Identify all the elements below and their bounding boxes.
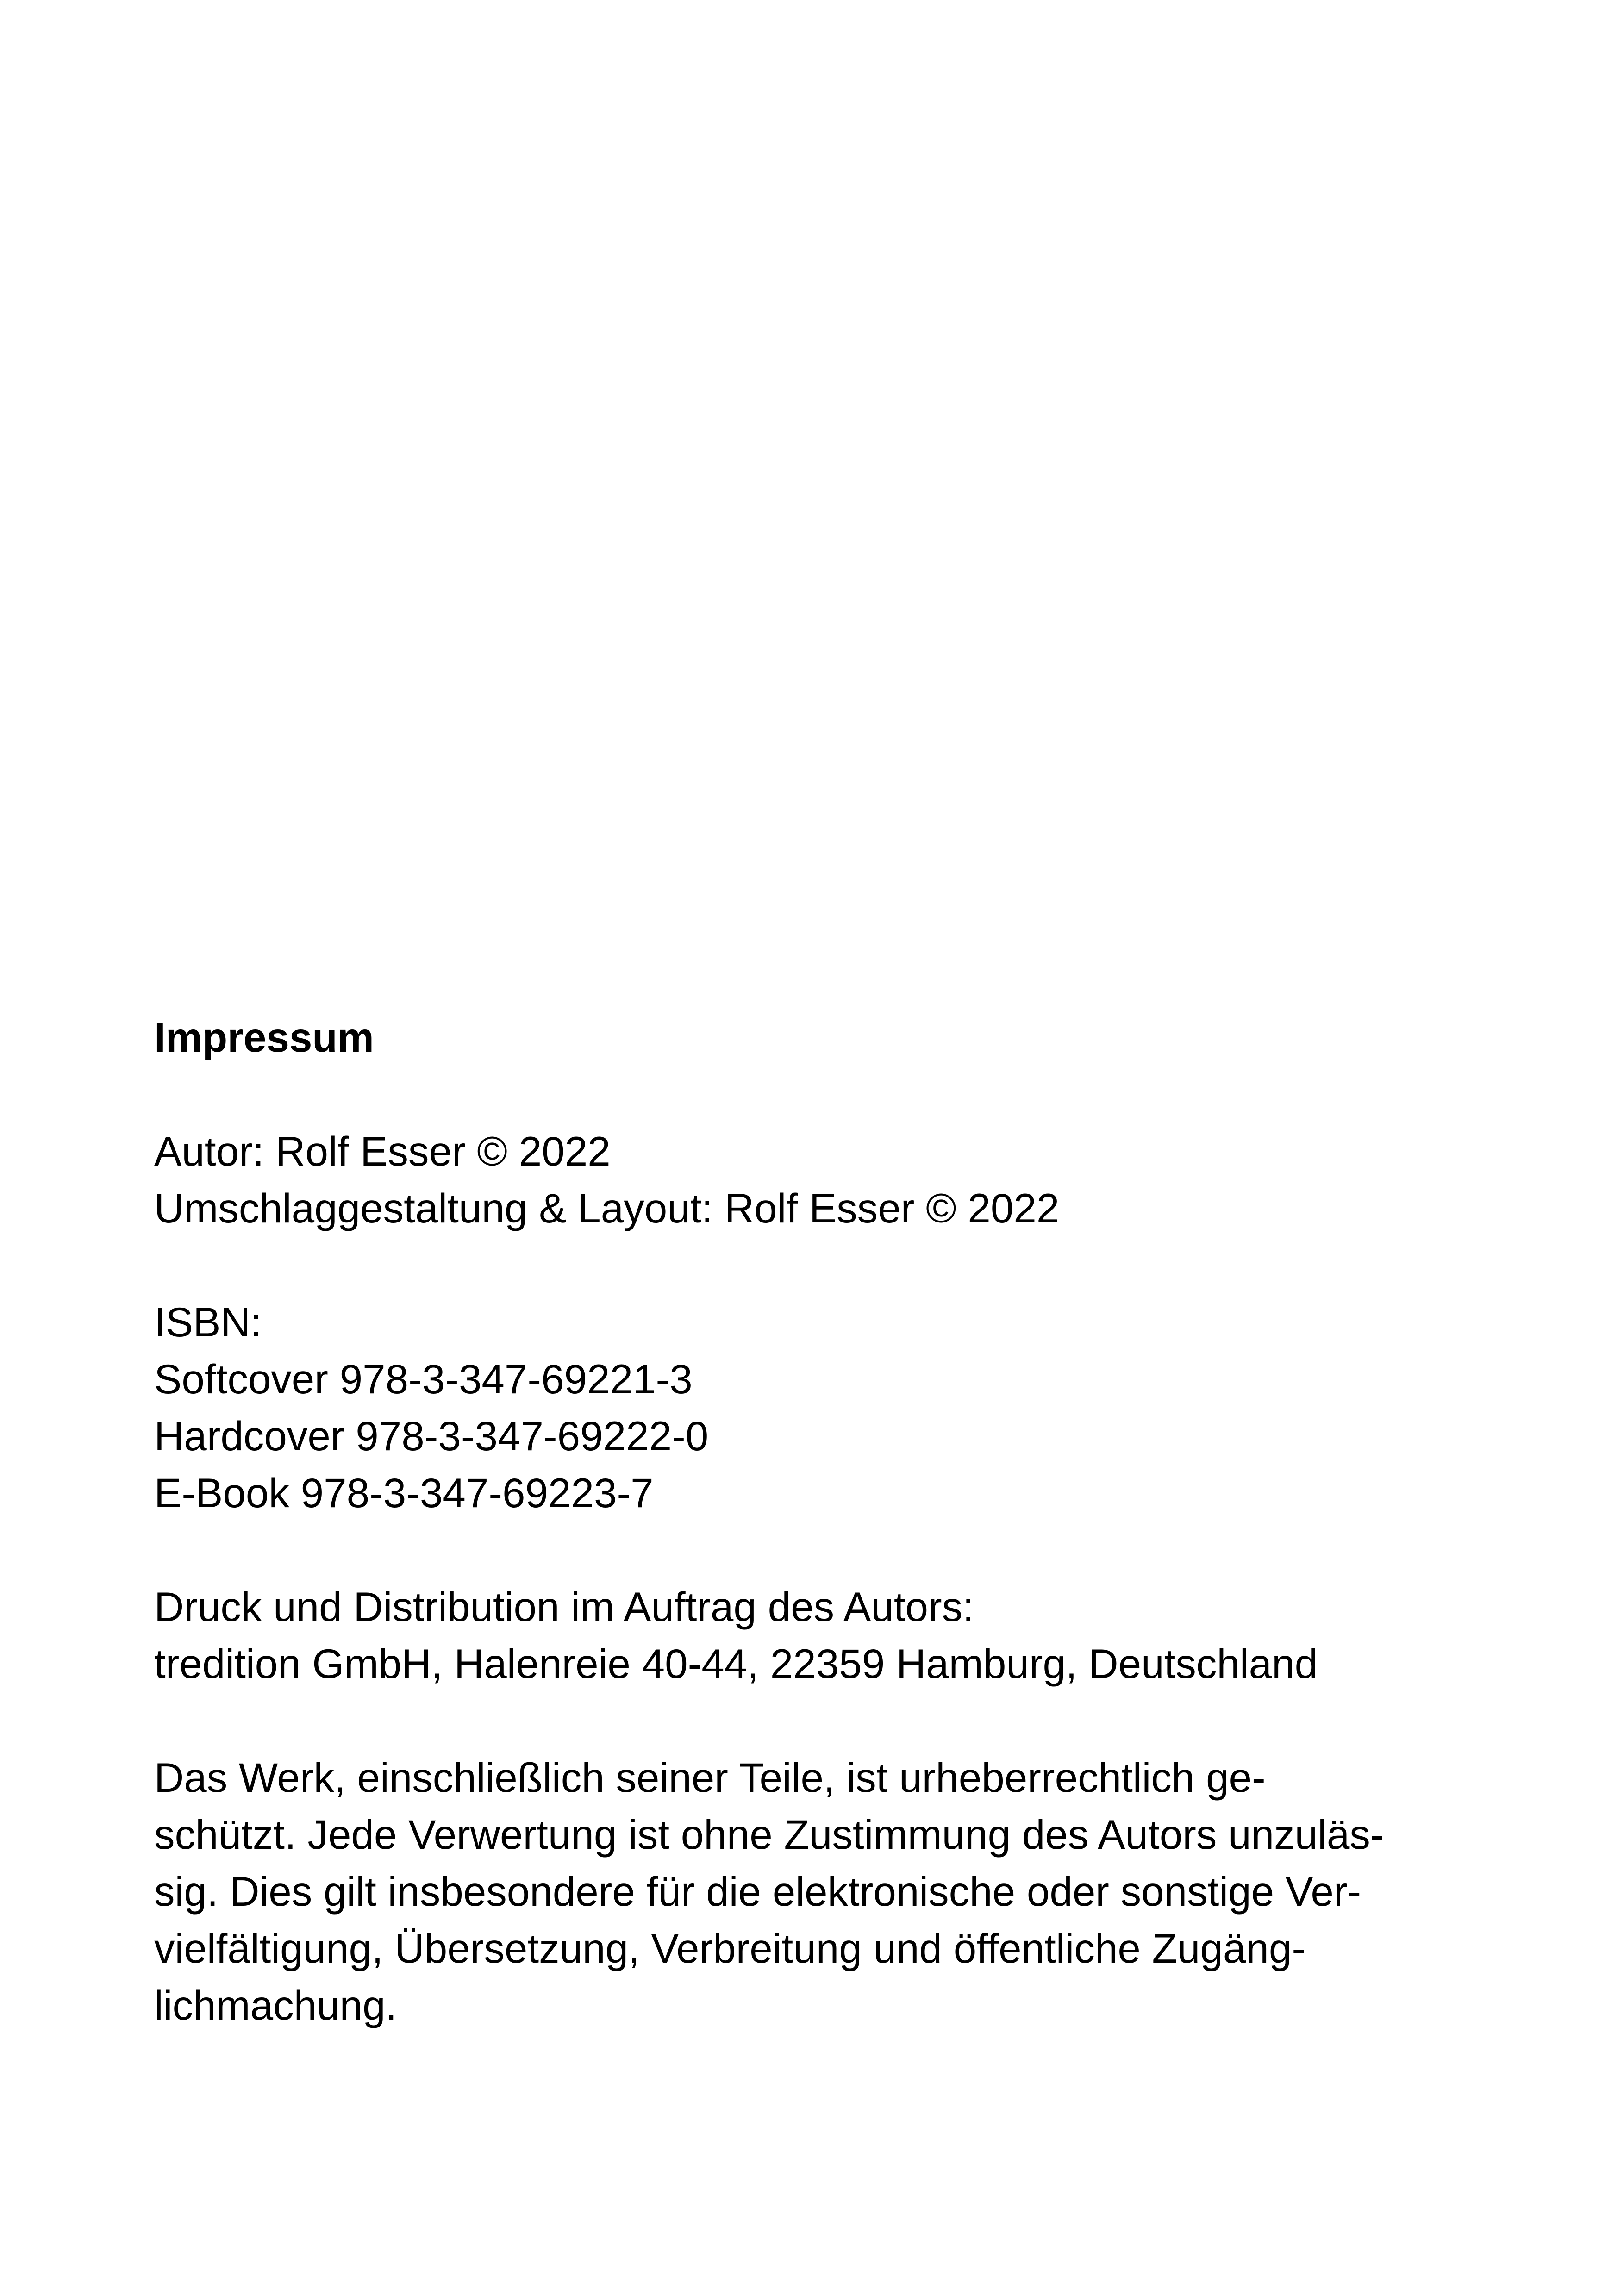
distribution-block (154, 1578, 1497, 1692)
isbn-softcover: Softcover 978-3-347-69221-3 (154, 1356, 693, 1402)
layout-credit: Umschlaggestaltung & Layout: Rolf Esser © 2022 (154, 1185, 1060, 1231)
author-credit: Autor: Rolf Esser © 2022 (154, 1128, 611, 1174)
copyright-notice (154, 1749, 1497, 2034)
credits-block (154, 1123, 1497, 1237)
copyright-line: sig. Dies gilt insbesondere für die elektronische oder sonstige Ver- (154, 1868, 1362, 1915)
isbn-hardcover: Hardcover 978-3-347-69222-0 (154, 1413, 709, 1459)
impressum-section (154, 1009, 1497, 2034)
distribution-heading: Druck und Distribution im Auftrag des Autors: (154, 1584, 974, 1630)
isbn-label: ISBN: (154, 1299, 262, 1345)
impressum-title: Impressum (154, 1014, 374, 1060)
copyright-line: vielfältigung, Übersetzung, Verbreitung und öffentliche Zugäng- (154, 1925, 1306, 1971)
publisher-address: tredition GmbH, Halenreie 40-44, 22359 Hamburg, Deutschland (154, 1640, 1318, 1687)
copyright-line: Das Werk, einschließlich seiner Teile, ist urheberrechtlich ge- (154, 1754, 1266, 1801)
isbn-ebook: E-Book 978-3-347-69223-7 (154, 1470, 654, 1516)
isbn-block (154, 1294, 1497, 1522)
copyright-line: schützt. Jede Verwertung ist ohne Zustimmung des Autors unzuläs- (154, 1811, 1384, 1858)
copyright-line: lichmachung. (154, 1982, 397, 2028)
